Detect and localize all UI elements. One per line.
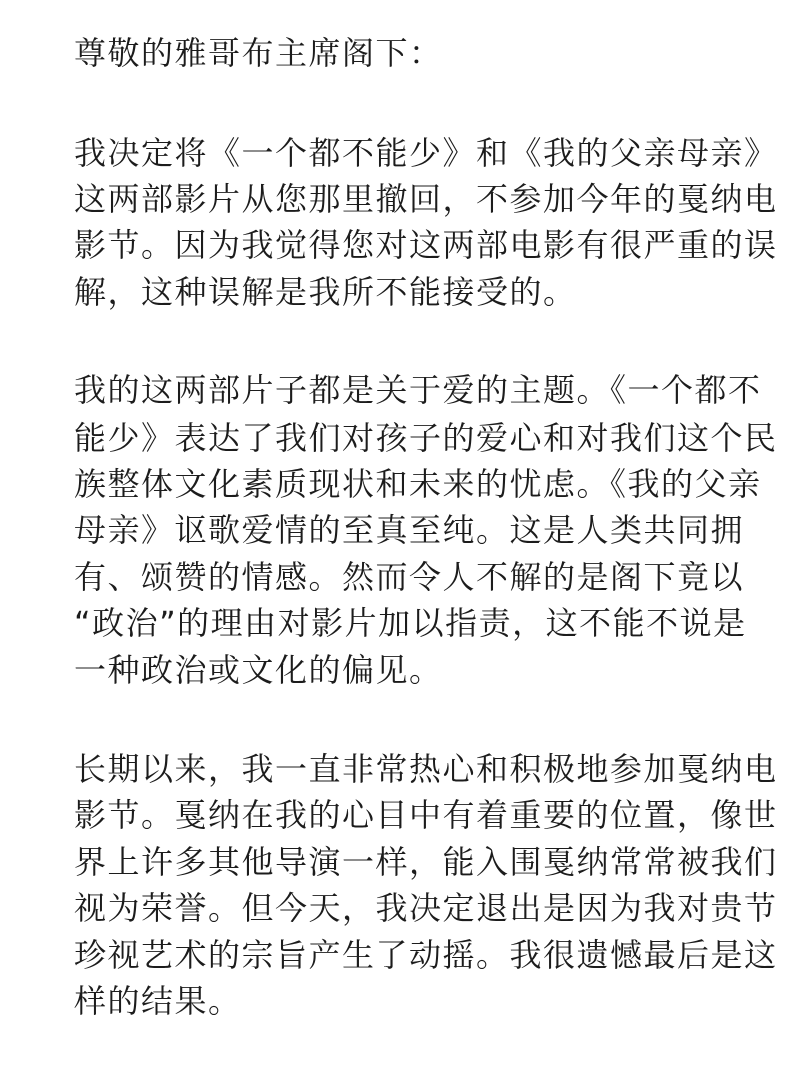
paragraph-line: 长期以来，我一直非常热心和积极地参加戛纳电 [74,750,778,788]
paragraph-line: “政治”的理由对影片加以指责，这不能不说是 [74,604,747,642]
paragraph-line: 族整体文化素质现状和未来的忧虑。《我的父亲 [74,465,762,503]
paragraph-line: 母亲》讴歌爱情的至真至纯。这是人类共同拥 [74,511,745,549]
paragraph-line: 我决定将《一个都不能少》和《我的父亲母亲》 [74,134,778,172]
salutation: 尊敬的雅哥布主席阁下： [74,34,443,72]
paragraph-line: 珍视艺术的宗旨产生了动摇。我很遗憾最后是这 [74,936,778,974]
paragraph-line: 界上许多其他导演一样，能入围戛纳常常被我们 [74,843,778,881]
paragraph-line: 影节。因为我觉得您对这两部电影有很严重的误 [74,226,778,264]
paragraph-line: 视为荣誉。但今天，我决定退出是因为我对贵节 [74,889,778,927]
paragraph-line: 这两部影片从您那里撤回，不参加今年的戛纳电 [74,180,778,218]
paragraph-line: 一种政治或文化的偏见。 [74,651,443,689]
paragraph-line: 解，这种误解是我所不能接受的。 [74,273,577,311]
paragraph-line: 影节。戛纳在我的心目中有着重要的位置，像世 [74,796,778,834]
paragraph-line: 有、颂赞的情感。然而令人不解的是阁下竟以 [74,558,745,596]
paragraph-line: 样的结果。 [74,982,242,1020]
paragraph-line: 我的这两部片子都是关于爱的主题。《一个都不 [74,371,762,409]
paragraph-line: 能少》表达了我们对孩子的爱心和对我们这个民 [74,419,778,457]
